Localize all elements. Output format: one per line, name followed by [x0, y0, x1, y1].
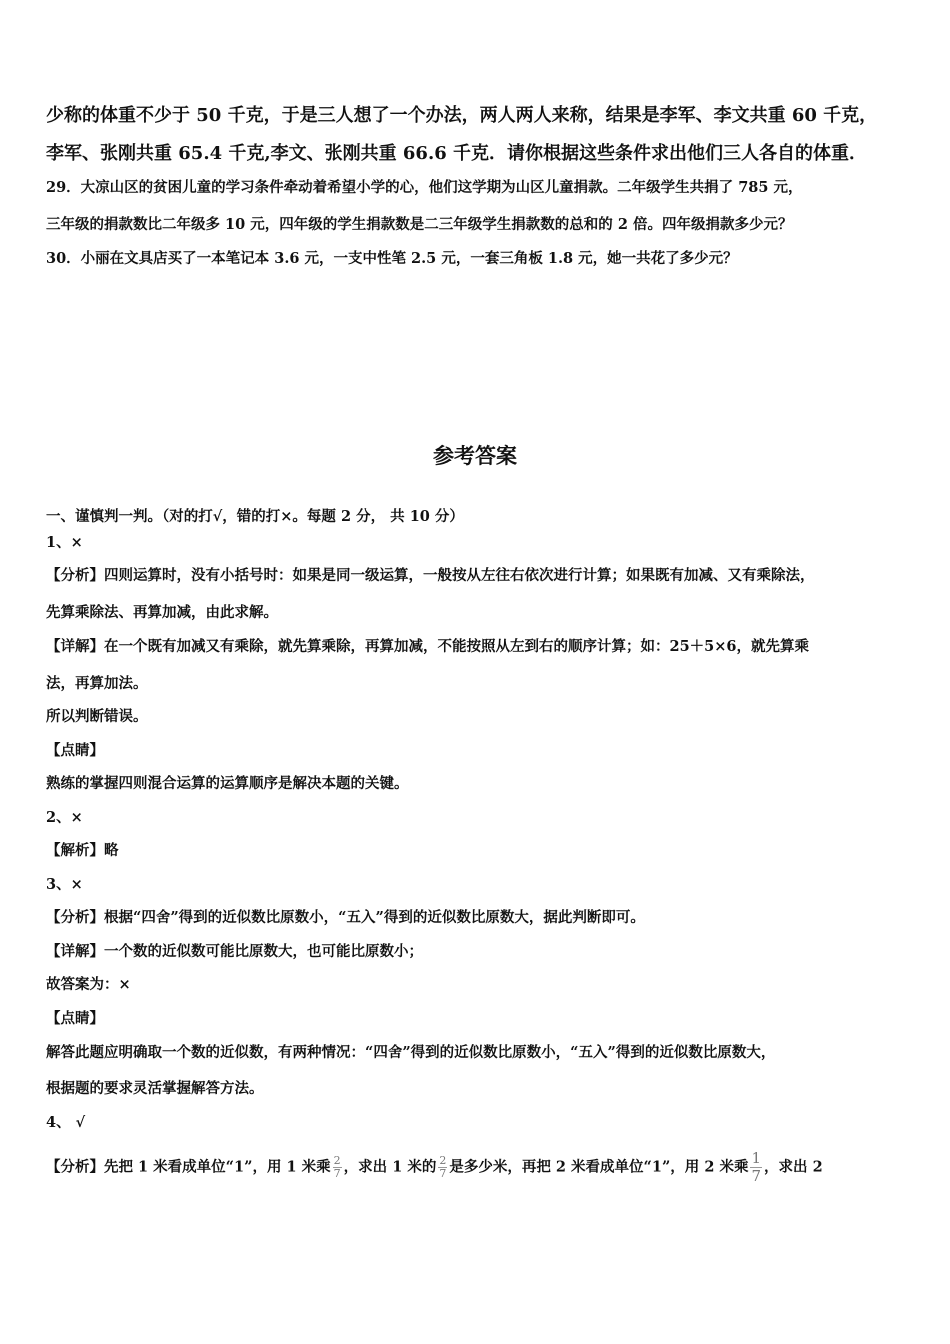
answer-1-conclusion: 所以判断错误。 — [46, 708, 148, 725]
answer-1-analysis-line-1: 【分析】四则运算时，没有小括号时：如果是同一级运算，一般按从左往右依次进行计算；如果既有加减、又有乘除法， — [46, 567, 815, 584]
fraction-numerator: 2 — [439, 1154, 447, 1167]
section-1-heading: 一、谨慎判一判。（对的打√，错的打×。每题 2 分， 共 10 分） — [46, 508, 464, 525]
answer-1-analysis-line-2: 先算乘除法、再算加减，由此求解。 — [46, 604, 278, 621]
fraction-denominator: 7 — [439, 1167, 447, 1180]
answer-1-detail-line-2: 法，再算加法。 — [46, 675, 148, 692]
answer-4: 4、 √ — [46, 1114, 86, 1131]
answer-2-analysis: 【解析】略 — [46, 842, 119, 859]
fraction-denominator: 7 — [333, 1167, 341, 1180]
answer-3-detail: 【详解】一个数的近似数可能比原数大，也可能比原数小； — [46, 943, 423, 960]
answer-3-conclusion: 故答案为：× — [46, 976, 131, 993]
answer-3: 3、× — [46, 876, 83, 893]
answer-3-tip-label: 【点睛】 — [46, 1010, 104, 1027]
fraction-two-sevenths — [333, 1155, 342, 1180]
answer-1-tip: 熟练的掌握四则混合运算的运算顺序是解决本题的关键。 — [46, 775, 409, 792]
answer-3-tip-line-2: 根据题的要求灵活掌握解答方法。 — [46, 1080, 264, 1097]
question-28-line-1: 少称的体重不少于 50 千克，于是三人想了一个办法，两人两人来称，结果是李军、李文共重 60 千克， — [46, 105, 878, 126]
fraction-numerator: 2 — [333, 1154, 341, 1167]
answer-1-tip-label: 【点睛】 — [46, 742, 104, 759]
answer-1: 1、× — [46, 534, 83, 551]
answer-4-analysis-part-4: ，求出 2 — [764, 1158, 823, 1176]
question-30: 30．小丽在文具店买了一本笔记本 3.6 元，一支中性笔 2.5 元，一套三角板 1.8 元，她一共花了多少元？ — [46, 250, 738, 267]
question-29-line-1: 29．大凉山区的贫困儿童的学习条件牵动着希望小学的心，他们这学期为山区儿童捐款。二年级学生共捐了 785 元， — [46, 179, 803, 196]
answer-1-detail-line-1: 【详解】在一个既有加减又有乘除，就先算乘除，再算加减，不能按照从左到右的顺序计算；如：25＋5×6，就先算乘 — [46, 638, 810, 655]
answer-3-tip-line-1: 解答此题应明确取一个数的近似数，有两种情况：“四舍”得到的近似数比原数小，“五入”得到的近似数比原数大， — [46, 1044, 776, 1061]
fraction-denominator: 7 — [751, 1167, 762, 1185]
fraction-two-sevenths — [438, 1155, 447, 1180]
question-28-line-2: 李军、张刚共重 65.4 千克,李文、张刚共重 66.6 千克．请你根据这些条件求出他们三人各自的体重． — [46, 143, 868, 164]
answer-4-analysis-part-1: 【分析】先把 1 米看成单位“1”，用 1 米乘 — [46, 1158, 331, 1176]
answer-key-title: 参考答案 — [433, 443, 517, 468]
answer-4-analysis — [46, 1150, 823, 1185]
fraction-numerator: 1 — [751, 1149, 762, 1167]
answer-3-analysis: 【分析】根据“四舍”得到的近似数比原数小，“五入”得到的近似数比原数大，据此判断即可。 — [46, 909, 645, 926]
answer-4-analysis-part-2: ，求出 1 米的 — [343, 1158, 437, 1176]
question-29-line-2: 三年级的捐款数比二年级多 10 元，四年级的学生捐款数是二三年级学生捐款数的总和的 2 倍。四年级捐款多少元？ — [46, 216, 793, 233]
answer-2: 2、× — [46, 809, 83, 826]
fraction-one-seventh — [750, 1150, 762, 1185]
answer-4-analysis-part-3: 是多少米，再把 2 米看成单位“1”，用 2 米乘 — [449, 1158, 749, 1176]
